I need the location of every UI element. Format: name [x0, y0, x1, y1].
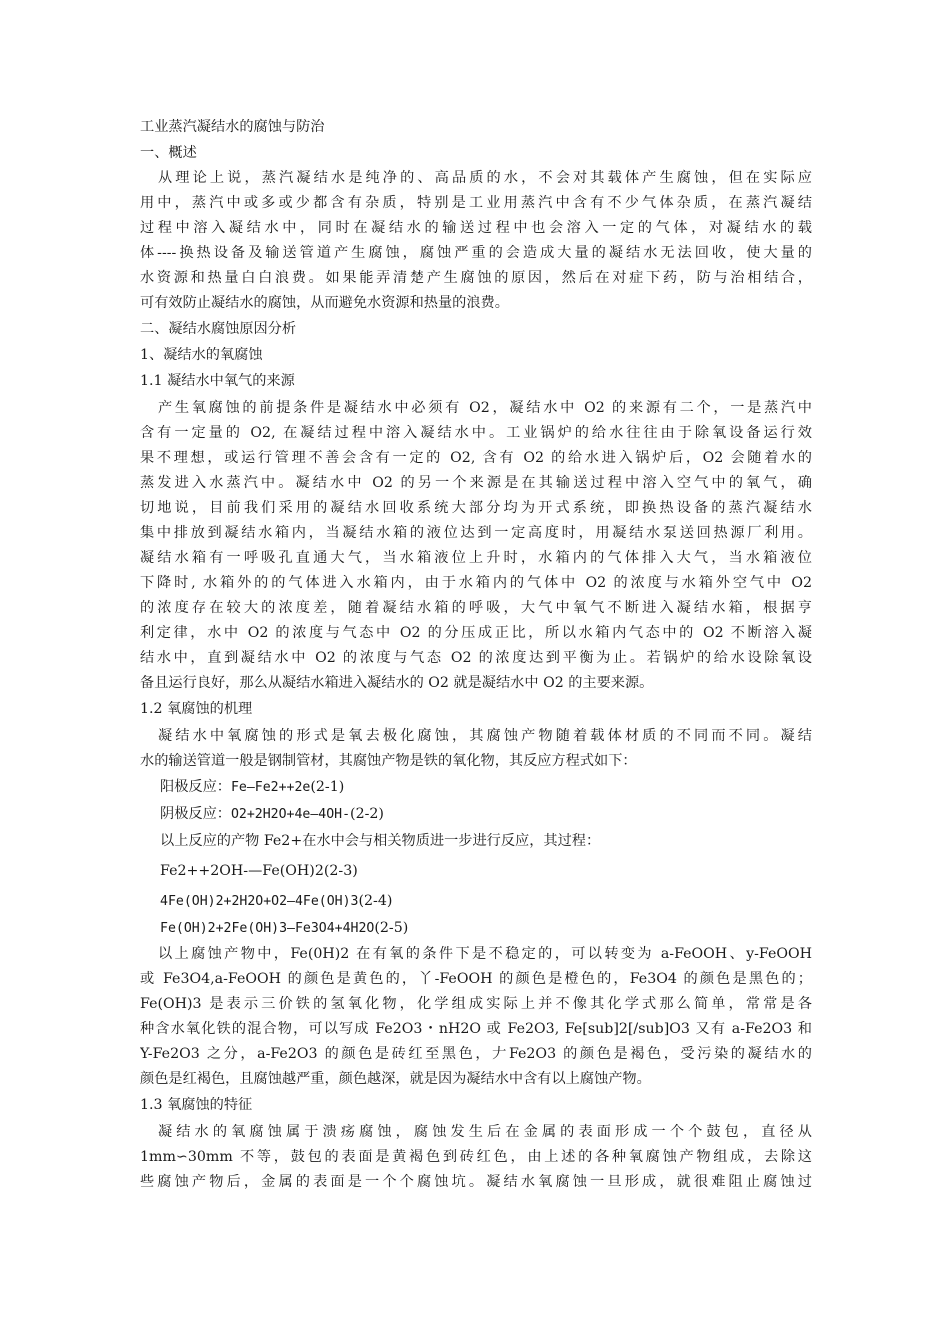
formula-cathode	[140, 801, 812, 828]
text-line: Fe(OH)3 是表示三价铁的氢氧化物，化学组成实际上并不像其化学式那么简单，常常是各	[140, 996, 812, 1012]
document-page	[140, 114, 812, 1195]
text-line: 利定律，水中 O2 的浓度与气态中 O2 的分压成正比，所以水箱内气态中的 O2 不断溶入凝	[140, 625, 812, 641]
formula-equation: 4Fe(OH)2+2H2O+O2—4Fe(OH)3	[160, 894, 359, 909]
text-line: 些腐蚀产物后，金属的表面是一个个腐蚀坑。凝结水氧腐蚀一旦形成，就很难阻止腐蚀过	[140, 1174, 812, 1190]
section-heading-overview: 一、概述	[140, 145, 197, 161]
subsubsection-heading-oxygen-source: 1.1 凝结水中氧气的来源	[140, 373, 295, 389]
text-line: 备且运行良好，那么从凝结水箱进入凝结水的 O2 就是凝结水中 O2 的主要来源。	[140, 675, 654, 691]
formula-equation: O2+2H2O+4e—4OH-	[230, 807, 351, 822]
text-line: 体----换热设备及输送管道产生腐蚀，腐蚀严重的会造成大量的凝结水无法回收，使大量的	[140, 245, 812, 261]
text-line: 凝结水的氧腐蚀属于溃疡腐蚀，腐蚀发生后在金属的表面形成一个个鼓包，直径从	[158, 1124, 812, 1140]
formula-equation: Fe(OH)2+2Fe(OH)3—Fe3O4+4H2O	[160, 921, 375, 936]
text-line: 集中排放到凝结水箱内，当凝结水箱的液位达到一定高度时，用凝结水泵送回热源厂利用。	[140, 525, 812, 541]
paragraph-overview	[140, 166, 812, 316]
formula-number: (2-4)	[358, 893, 393, 909]
text-line: 过程中溶入凝结水中，同时在凝结水的输送过程中也会溶入一定的气体，对凝结水的载	[140, 220, 812, 236]
formula-anode	[140, 774, 812, 801]
text-line: 用中，蒸汽中或多或少都含有杂质，特别是工业用蒸汽中含有不少气体杂质，在蒸汽凝结	[140, 195, 812, 211]
paragraph-oxygen-source	[140, 396, 812, 696]
text-line: 凝结水中氧腐蚀的形式是氧去极化腐蚀，其腐蚀产物随着载体材质的不同而不同。凝结	[158, 728, 812, 744]
formula-number: (2-5)	[374, 920, 409, 936]
text-line: 或 Fe3O4,a-FeOOH 的颜色是黄色的，丫-FeOOH 的颜色是橙色的，Fe3O4 的颜色是黑色的；	[140, 971, 812, 987]
text-line: 结水中，直到凝结水中 O2 的浓度与气态 O2 的浓度达到平衡为止。若锅炉的给水设除氧设	[140, 650, 812, 666]
paragraph-corrosion-products	[140, 942, 812, 1092]
text-line: 水资源和热量白白浪费。如果能弄清楚产生腐蚀的原因，然后在对症下药，防与治相结合，	[140, 270, 812, 286]
paragraph-mechanism	[140, 724, 812, 774]
text-line: 产生氧腐蚀的前提条件是凝结水中必须有 O2，凝结水中 O2 的来源有二个，一是蒸汽中	[158, 400, 812, 416]
text-line: 果不理想，或运行管理不善会含有一定的 O2, 含有 O2 的给水进入锅炉后，O2 会随着水的	[140, 450, 812, 466]
text-line: 凝结水箱有一呼吸孔直通大气，当水箱液位上升时，水箱内的气体排入大气，当水箱液位	[140, 550, 812, 566]
paragraph-features	[140, 1120, 812, 1195]
formula-label: 阳极反应：	[160, 779, 231, 795]
text-line: 切地说，目前我们采用的凝结水回收系统大部分均为开式系统，即换热设备的蒸汽凝结水	[140, 500, 812, 516]
subsubsection-heading-mechanism: 1.2 氧腐蚀的机理	[140, 701, 253, 717]
text-line: 可有效防止凝结水的腐蚀，从而避免水资源和热量的浪费。	[140, 295, 509, 311]
formula-number: (2-3)	[323, 863, 358, 879]
subsubsection-heading-features: 1.3 氧腐蚀的特征	[140, 1097, 253, 1113]
subsection-heading-oxygen-corrosion: 1、凝结水的氧腐蚀	[140, 347, 263, 363]
text-line: 种含水氧化铁的混合物，可以写成 Fe2O3・nH2O 或 Fe2O3, Fe[sub]2[/sub]O3 又有 a-Fe2O3 和	[140, 1021, 812, 1037]
formula-equation: Fe—Fe2++2e	[230, 780, 311, 795]
formula-number: (2-2)	[350, 806, 384, 822]
formula-label: 阴极反应：	[160, 806, 231, 822]
text-line: 蒸发进入水蒸汽中。凝结水中 O2 的另一个来源是在其输送过程中溶入空气中的氧气，确	[140, 475, 812, 491]
text-line: Y-Fe2O3 之分，a-Fe2O3 的颜色是砖红至黑色，𠂇Fe2O3 的颜色是褐色，受污染的凝结水的	[140, 1046, 812, 1062]
formula-number: (2-1)	[310, 779, 345, 795]
text-line: 的浓度存在较大的浓度差，随着凝结水箱的呼吸，大气中氧气不断进入凝结水箱，根据亨	[140, 600, 812, 616]
text-line: 颜色是红褐色，且腐蚀越严重，颜色越深，就是因为凝结水中含有以上腐蚀产物。	[140, 1071, 651, 1087]
text-line: 下降时, 水箱外的的气体进入水箱内，由于水箱内的气体中 O2 的浓度与水箱外空气中 O2	[140, 575, 812, 591]
document-title: 工业蒸汽凝结水的腐蚀与防治	[140, 119, 325, 135]
formula-reaction-2-3	[140, 858, 812, 884]
section-heading-cause-analysis: 二、凝结水腐蚀原因分析	[140, 321, 297, 337]
text-line: 1mm∽30mm 不等，鼓包的表面是黄褐色到砖红色，由上述的各种氧腐蚀产物组成，去除这	[140, 1149, 812, 1165]
formula-intro-text: 以上反应的产物 Fe2+在水中会与相关物质进一步进行反应，其过程：	[160, 833, 601, 849]
text-line: 含有一定量的 O2, 在凝结过程中溶入凝结水中。工业锅炉的给水往往由于除氧设备运行效	[140, 425, 812, 441]
formula-reaction-2-5	[140, 915, 812, 942]
text-line: 从理论上说，蒸汽凝结水是纯净的、高品质的水，不会对其载体产生腐蚀，但在实际应	[158, 170, 812, 186]
text-line: 以上腐蚀产物中，Fe(0H)2 在有氧的条件下是不稳定的，可以转变为 a-FeOOH、y-FeOOH	[158, 946, 812, 962]
formula-equation: Fe2++2OH-—Fe(OH)2	[160, 863, 324, 879]
text-line: 水的输送管道一般是钢制管材，其腐蚀产物是铁的氧化物，其反应方程式如下：	[140, 753, 637, 769]
formula-reaction-2-4	[140, 888, 812, 915]
